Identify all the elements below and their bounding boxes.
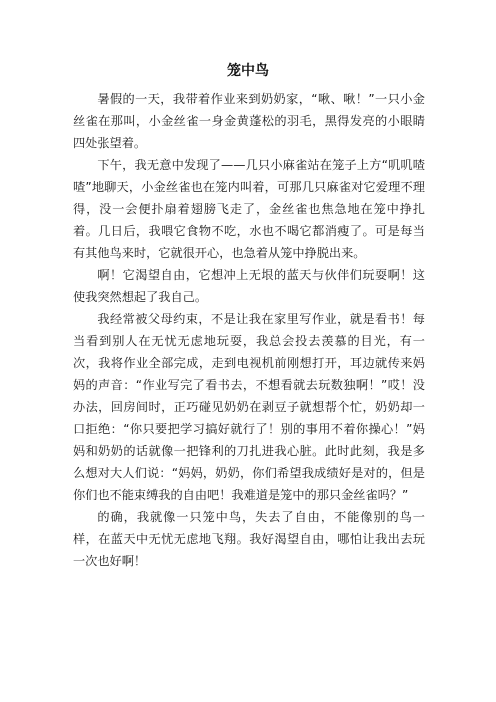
paragraph-3: 啊！它渴望自由，它想冲上无垠的蓝天与伙伴们玩耍啊！这使我突然想起了我自己。 — [73, 268, 425, 304]
document-body — [73, 88, 425, 572]
document-title: 笼中鸟 — [227, 63, 269, 79]
paragraph-2: 下午，我无意中发现了——几只小麻雀站在笼子上方“叽叽喳喳”地聊天，小金丝雀也在笼内叫着，可那几只麻雀对它爱理不理得，没一会便扑扇着翅膀飞走了，金丝雀也焦急地在笼中挣扎着。几日后，我喂它食物不吃，水也不喝它都消瘦了。可是每当有其他鸟来时，它就很开心，也急着从笼中挣脱出来。 — [73, 158, 425, 260]
paragraph-5: 的确，我就像一只笼中鸟，失去了自由，不能像别的鸟一样，在蓝天中无忧无虑地飞翔。我好渴望自由，哪怕让我出去玩一次也好啊！ — [73, 510, 425, 568]
paragraph-4: 我经常被父母约束，不是让我在家里写作业，就是看书！每当看到别人在无忧无虑地玩耍，我总会投去羡慕的目光，有一次，我将作业全部完成，走到电视机前刚想打开，耳边就传来妈妈的声音：“作业写完了看书去，不想看就去玩数独啊！”哎！没办法，回房间时，正巧碰见奶奶在剥豆子就想帮个忙，奶奶却一口拒绝：“你只要把学习搞好就行了！别的事用不着你操心！”妈妈和奶奶的话就像一把锋利的刀扎进我心脏。此时此刻，我是多么想对大人们说：“妈妈，奶奶，你们希望我成绩好是对的，但是你们也不能束缚我的自由吧！我难道是笼中的那只金丝雀吗？” — [73, 312, 425, 502]
paragraph-1: 暑假的一天，我带着作业来到奶奶家，“啾、啾！”一只小金丝雀在那叫，小金丝雀一身金黄蓬松的羽毛，黑得发亮的小眼睛四处张望着。 — [73, 92, 425, 150]
